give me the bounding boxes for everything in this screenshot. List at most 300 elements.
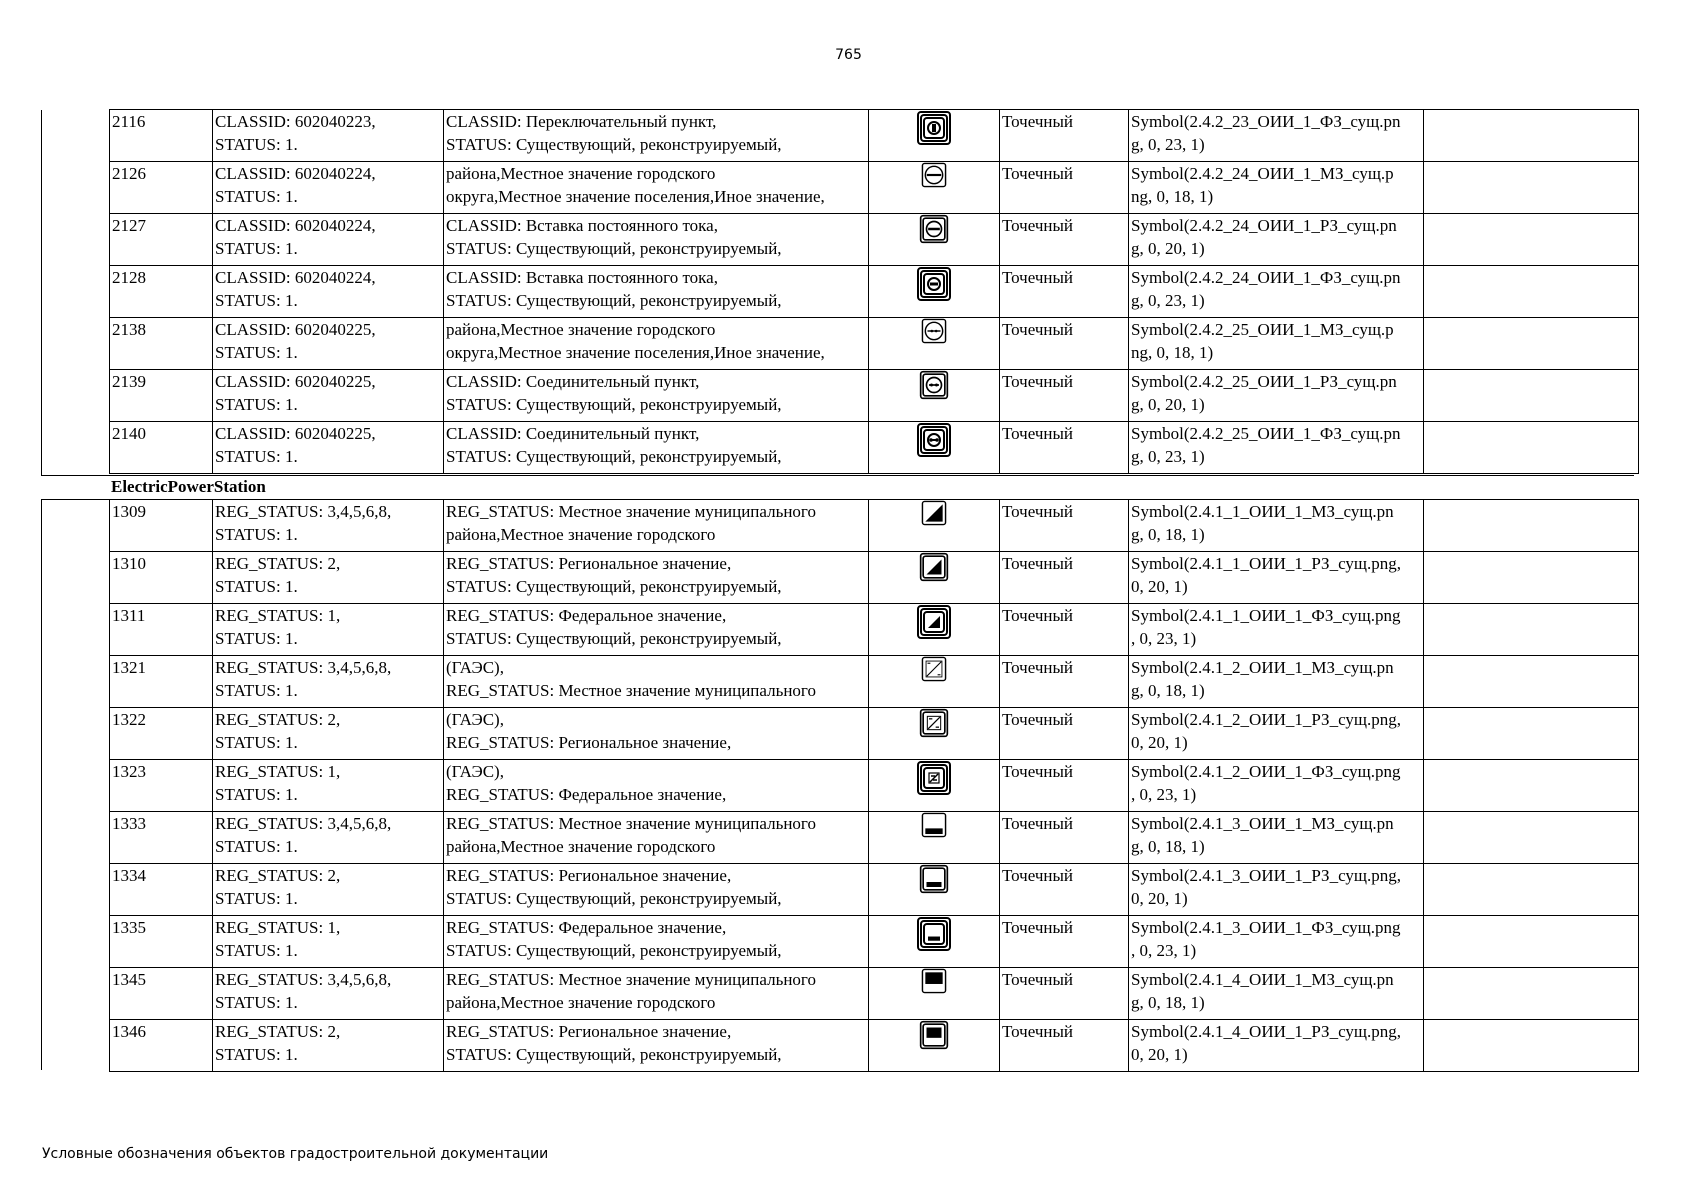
geometry-type-cell (1000, 318, 1129, 370)
symbol-cell (869, 214, 1000, 266)
geometry-type: Точечный (1002, 554, 1074, 573)
table-row (110, 552, 1639, 604)
description-cell (444, 318, 869, 370)
attribute-cell (213, 370, 444, 422)
extra-cell (1424, 760, 1639, 812)
description-cell (444, 812, 869, 864)
attribute-line: STATUS: 1. (215, 889, 298, 908)
geometry-type: Точечный (1002, 112, 1074, 131)
description-line: STATUS: Существующий, реконструируемый, (446, 941, 782, 960)
description-line: STATUS: Существующий, реконструируемый, (446, 239, 782, 258)
table-row (110, 864, 1639, 916)
symbol-cell (869, 422, 1000, 474)
symbol-file-line: Symbol(2.4.1_2_ОИИ_1_МЗ_сущ.pn (1131, 658, 1394, 677)
row-id: 2116 (112, 112, 146, 131)
attribute-line: STATUS: 1. (215, 785, 298, 804)
symbol-cell (869, 864, 1000, 916)
attribute-cell (213, 162, 444, 214)
row-id: 1334 (112, 866, 146, 885)
description-cell (444, 656, 869, 708)
symbol-file-line: g, 0, 20, 1) (1131, 395, 1205, 414)
row-id: 1310 (112, 554, 146, 573)
description-line: (ГАЭС), (446, 658, 504, 677)
attribute-cell (213, 318, 444, 370)
geometry-type-cell (1000, 422, 1129, 474)
description-cell (444, 266, 869, 318)
geometry-type: Точечный (1002, 710, 1074, 729)
description-cell (444, 500, 869, 552)
description-cell (444, 708, 869, 760)
description-line: района,Местное значение городского (446, 993, 716, 1012)
symbol-file-cell (1129, 500, 1424, 552)
description-line: CLASSID: Вставка постоянного тока, (446, 268, 718, 287)
symbol-file-line: g, 0, 18, 1) (1131, 837, 1205, 856)
table-row (110, 1020, 1639, 1072)
symbol-file-line: g, 0, 18, 1) (1131, 993, 1205, 1012)
row-id: 1346 (112, 1022, 146, 1041)
station-filled-top-medium-icon (919, 1024, 949, 1043)
table-row (110, 916, 1639, 968)
table-row (110, 500, 1639, 552)
row-id-cell (110, 968, 213, 1020)
description-line: REG_STATUS: Федеральное значение, (446, 918, 727, 937)
table-row (110, 812, 1639, 864)
description-cell (444, 1020, 869, 1072)
extra-cell (1424, 214, 1639, 266)
extra-cell (1424, 604, 1639, 656)
extra-cell (1424, 864, 1639, 916)
description-line: STATUS: Существующий, реконструируемый, (446, 577, 782, 596)
power-plant-diagonal-large-icon (916, 611, 952, 630)
geometry-type: Точечный (1002, 918, 1074, 937)
extra-cell (1424, 266, 1639, 318)
pumped-storage-small-icon (921, 658, 947, 677)
attribute-line: STATUS: 1. (215, 395, 298, 414)
dc-insert-small-icon (921, 164, 947, 183)
row-id-cell (110, 916, 213, 968)
attribute-cell (213, 656, 444, 708)
row-id-cell (110, 864, 213, 916)
description-line: района,Местное значение городского (446, 320, 716, 339)
table-row (110, 708, 1639, 760)
pumped-storage-medium-icon (919, 712, 949, 731)
geometry-type: Точечный (1002, 424, 1074, 443)
symbol-file-cell (1129, 604, 1424, 656)
geometry-type-cell (1000, 110, 1129, 162)
attribute-line: STATUS: 1. (215, 187, 298, 206)
attribute-line: STATUS: 1. (215, 135, 298, 154)
attribute-cell (213, 916, 444, 968)
page-number: 765 (835, 47, 862, 63)
description-line: STATUS: Существующий, реконструируемый, (446, 629, 782, 648)
row-id: 2126 (112, 164, 146, 183)
attribute-cell (213, 864, 444, 916)
symbol-cell (869, 760, 1000, 812)
description-cell (444, 110, 869, 162)
attribute-cell (213, 708, 444, 760)
symbol-file-line: Symbol(2.4.1_1_ОИИ_1_ФЗ_сущ.png (1131, 606, 1401, 625)
row-id: 2138 (112, 320, 146, 339)
dc-insert-large-icon (916, 273, 952, 292)
description-line: CLASSID: Переключательный пункт, (446, 112, 717, 131)
symbol-file-line: ng, 0, 18, 1) (1131, 187, 1214, 206)
attribute-line: REG_STATUS: 1, (215, 762, 341, 781)
extra-cell (1424, 656, 1639, 708)
symbol-cell (869, 1020, 1000, 1072)
attribute-line: REG_STATUS: 3,4,5,6,8, (215, 814, 392, 833)
connection-point-small-icon (921, 320, 947, 339)
attribute-line: STATUS: 1. (215, 343, 298, 362)
attribute-line: STATUS: 1. (215, 577, 298, 596)
symbol-cell (869, 162, 1000, 214)
geometry-type-cell (1000, 552, 1129, 604)
geometry-type-cell (1000, 864, 1129, 916)
attribute-line: CLASSID: 602040224, (215, 216, 376, 235)
description-line: STATUS: Существующий, реконструируемый, (446, 889, 782, 908)
attribute-line: STATUS: 1. (215, 941, 298, 960)
extra-cell (1424, 1020, 1639, 1072)
symbol-file-cell (1129, 812, 1424, 864)
attribute-line: STATUS: 1. (215, 733, 298, 752)
description-line: REG_STATUS: Местное значение муниципального (446, 970, 816, 989)
symbol-file-cell (1129, 266, 1424, 318)
row-id: 1322 (112, 710, 146, 729)
geometry-type-cell (1000, 968, 1129, 1020)
row-id-cell (110, 214, 213, 266)
table-row (110, 604, 1639, 656)
description-line: STATUS: Существующий, реконструируемый, (446, 1045, 782, 1064)
attribute-line: CLASSID: 602040223, (215, 112, 376, 131)
extra-cell (1424, 916, 1639, 968)
geometry-type-cell (1000, 266, 1129, 318)
symbol-file-line: , 0, 23, 1) (1131, 941, 1197, 960)
symbol-file-line: 0, 20, 1) (1131, 889, 1188, 908)
symbol-file-cell (1129, 760, 1424, 812)
geometry-type-cell (1000, 708, 1129, 760)
table-row (110, 110, 1639, 162)
symbol-file-line: Symbol(2.4.2_24_ОИИ_1_МЗ_сущ.p (1131, 164, 1394, 183)
symbol-file-line: Symbol(2.4.1_1_ОИИ_1_МЗ_сущ.pn (1131, 502, 1394, 521)
geometry-type-cell (1000, 916, 1129, 968)
symbol-file-cell (1129, 1020, 1424, 1072)
description-line: REG_STATUS: Местное значение муниципального (446, 502, 816, 521)
attribute-cell (213, 604, 444, 656)
extra-cell (1424, 370, 1639, 422)
attribute-line: CLASSID: 602040225, (215, 424, 376, 443)
description-line: REG_STATUS: Региональное значение, (446, 733, 732, 752)
extra-cell (1424, 708, 1639, 760)
symbol-file-cell (1129, 656, 1424, 708)
symbol-cell (869, 812, 1000, 864)
description-line: CLASSID: Соединительный пункт, (446, 372, 700, 391)
left-margin-line (41, 499, 42, 1070)
symbol-file-line: Symbol(2.4.2_23_ОИИ_1_ФЗ_сущ.pn (1131, 112, 1401, 131)
row-id: 2128 (112, 268, 146, 287)
extra-cell (1424, 422, 1639, 474)
row-id: 1321 (112, 658, 146, 677)
attribute-cell (213, 552, 444, 604)
power-plant-diagonal-medium-icon (919, 556, 949, 575)
row-id-cell (110, 760, 213, 812)
description-line: (ГАЭС), (446, 710, 504, 729)
extra-cell (1424, 968, 1639, 1020)
symbol-file-line: Symbol(2.4.1_3_ОИИ_1_МЗ_сущ.pn (1131, 814, 1394, 833)
description-line: округа,Местное значение поселения,Иное значение, (446, 343, 825, 362)
description-line: CLASSID: Соединительный пункт, (446, 424, 700, 443)
attribute-line: REG_STATUS: 3,4,5,6,8, (215, 502, 392, 521)
description-line: REG_STATUS: Региональное значение, (446, 1022, 732, 1041)
description-line: района,Местное значение городского (446, 525, 716, 544)
description-line: STATUS: Существующий, реконструируемый, (446, 395, 782, 414)
symbol-file-line: 0, 20, 1) (1131, 1045, 1188, 1064)
attribute-line: REG_STATUS: 2, (215, 710, 341, 729)
symbol-file-line: Symbol(2.4.1_3_ОИИ_1_РЗ_сущ.png, (1131, 866, 1401, 885)
attribute-line: STATUS: 1. (215, 239, 298, 258)
attribute-cell (213, 110, 444, 162)
row-id-cell (110, 162, 213, 214)
symbol-file-line: 0, 20, 1) (1131, 577, 1188, 596)
attribute-line: STATUS: 1. (215, 447, 298, 466)
symbol-file-cell (1129, 214, 1424, 266)
description-line: района,Местное значение городского (446, 837, 716, 856)
symbol-file-cell (1129, 422, 1424, 474)
description-line: округа,Местное значение поселения,Иное значение, (446, 187, 825, 206)
geometry-type: Точечный (1002, 1022, 1074, 1041)
dc-insert-medium-icon (919, 218, 949, 237)
description-cell (444, 604, 869, 656)
symbol-cell (869, 266, 1000, 318)
row-id: 2127 (112, 216, 146, 235)
table-row (110, 656, 1639, 708)
symbol-cell (869, 708, 1000, 760)
symbol-cell (869, 968, 1000, 1020)
geometry-type: Точечный (1002, 502, 1074, 521)
geometry-type: Точечный (1002, 372, 1074, 391)
table-row (110, 318, 1639, 370)
attribute-line: REG_STATUS: 3,4,5,6,8, (215, 658, 392, 677)
symbol-file-line: g, 0, 20, 1) (1131, 239, 1205, 258)
symbol-file-line: g, 0, 18, 1) (1131, 525, 1205, 544)
symbol-cell (869, 916, 1000, 968)
symbols-table-2 (109, 499, 1639, 1072)
row-id: 1333 (112, 814, 146, 833)
symbol-file-line: Symbol(2.4.2_25_ОИИ_1_РЗ_сущ.pn (1131, 372, 1397, 391)
station-bottom-bar-large-icon (916, 923, 952, 942)
description-line: STATUS: Существующий, реконструируемый, (446, 447, 782, 466)
table-row (110, 968, 1639, 1020)
table-row (110, 422, 1639, 474)
symbol-file-line: Symbol(2.4.1_2_ОИИ_1_РЗ_сущ.png, (1131, 710, 1401, 729)
description-line: REG_STATUS: Федеральное значение, (446, 785, 727, 804)
geometry-type: Точечный (1002, 658, 1074, 677)
row-id-cell (110, 1020, 213, 1072)
geometry-type-cell (1000, 1020, 1129, 1072)
attribute-cell (213, 760, 444, 812)
symbol-cell (869, 656, 1000, 708)
row-id: 1335 (112, 918, 146, 937)
extra-cell (1424, 110, 1639, 162)
geometry-type: Точечный (1002, 762, 1074, 781)
attribute-line: STATUS: 1. (215, 629, 298, 648)
extra-cell (1424, 812, 1639, 864)
symbol-file-line: , 0, 23, 1) (1131, 785, 1197, 804)
symbol-file-line: ng, 0, 18, 1) (1131, 343, 1214, 362)
symbol-file-cell (1129, 864, 1424, 916)
geometry-type-cell (1000, 214, 1129, 266)
attribute-line: REG_STATUS: 3,4,5,6,8, (215, 970, 392, 989)
attribute-cell (213, 266, 444, 318)
description-line: REG_STATUS: Местное значение муниципального (446, 814, 816, 833)
attribute-line: CLASSID: 602040225, (215, 372, 376, 391)
symbol-cell (869, 500, 1000, 552)
description-cell (444, 422, 869, 474)
geometry-type: Точечный (1002, 216, 1074, 235)
geometry-type-cell (1000, 162, 1129, 214)
symbol-cell (869, 604, 1000, 656)
section-title: ElectricPowerStation (111, 477, 266, 496)
description-line: STATUS: Существующий, реконструируемый, (446, 291, 782, 310)
symbol-file-line: 0, 20, 1) (1131, 733, 1188, 752)
attribute-line: REG_STATUS: 1, (215, 918, 341, 937)
attribute-line: REG_STATUS: 1, (215, 606, 341, 625)
row-id: 1323 (112, 762, 146, 781)
geometry-type-cell (1000, 370, 1129, 422)
symbol-file-line: Symbol(2.4.2_25_ОИИ_1_ФЗ_сущ.pn (1131, 424, 1401, 443)
attribute-line: STATUS: 1. (215, 291, 298, 310)
description-line: REG_STATUS: Федеральное значение, (446, 606, 727, 625)
attribute-cell (213, 968, 444, 1020)
description-line: REG_STATUS: Региональное значение, (446, 554, 732, 573)
extra-cell (1424, 552, 1639, 604)
row-id: 2140 (112, 424, 146, 443)
symbol-file-cell (1129, 916, 1424, 968)
geometry-type-cell (1000, 812, 1129, 864)
geometry-type-cell (1000, 604, 1129, 656)
description-cell (444, 214, 869, 266)
attribute-cell (213, 500, 444, 552)
row-id-cell (110, 266, 213, 318)
attribute-cell (213, 812, 444, 864)
attribute-line: REG_STATUS: 2, (215, 1022, 341, 1041)
symbol-file-line: Symbol(2.4.1_1_ОИИ_1_РЗ_сущ.png, (1131, 554, 1401, 573)
row-id: 1311 (112, 606, 146, 625)
symbol-file-line: Symbol(2.4.1_3_ОИИ_1_ФЗ_сущ.png (1131, 918, 1401, 937)
description-cell (444, 864, 869, 916)
description-line: района,Местное значение городского (446, 164, 716, 183)
symbols-table-1 (109, 109, 1639, 474)
row-id-cell (110, 110, 213, 162)
geometry-type: Точечный (1002, 164, 1074, 183)
geometry-type-cell (1000, 656, 1129, 708)
description-cell (444, 760, 869, 812)
symbol-file-cell (1129, 318, 1424, 370)
attribute-cell (213, 214, 444, 266)
row-id-cell (110, 812, 213, 864)
symbol-file-cell (1129, 552, 1424, 604)
row-id-cell (110, 318, 213, 370)
attribute-line: CLASSID: 602040225, (215, 320, 376, 339)
row-id: 2139 (112, 372, 146, 391)
description-line: REG_STATUS: Местное значение муниципального (446, 681, 816, 700)
description-line: CLASSID: Вставка постоянного тока, (446, 216, 718, 235)
table-row (110, 760, 1639, 812)
symbol-file-line: Symbol(2.4.2_24_ОИИ_1_ФЗ_сущ.pn (1131, 268, 1401, 287)
attribute-line: STATUS: 1. (215, 837, 298, 856)
attribute-line: STATUS: 1. (215, 681, 298, 700)
power-plant-diagonal-small-icon (921, 502, 947, 521)
geometry-type: Точечный (1002, 320, 1074, 339)
extra-cell (1424, 318, 1639, 370)
row-id-cell (110, 656, 213, 708)
geometry-type: Точечный (1002, 606, 1074, 625)
symbol-file-line: Symbol(2.4.2_25_ОИИ_1_МЗ_сущ.p (1131, 320, 1394, 339)
switch-point-large-icon (916, 117, 952, 136)
attribute-line: REG_STATUS: 2, (215, 866, 341, 885)
description-cell (444, 162, 869, 214)
row-id-cell (110, 604, 213, 656)
geometry-type: Точечный (1002, 866, 1074, 885)
symbol-file-cell (1129, 162, 1424, 214)
description-line: (ГАЭС), (446, 762, 504, 781)
symbol-file-line: Symbol(2.4.1_4_ОИИ_1_МЗ_сущ.pn (1131, 970, 1394, 989)
symbol-file-line: Symbol(2.4.2_24_ОИИ_1_РЗ_сущ.pn (1131, 216, 1397, 235)
row-id-cell (110, 370, 213, 422)
pumped-storage-large-icon (916, 767, 952, 786)
section-row (41, 475, 1634, 500)
row-id-cell (110, 552, 213, 604)
left-margin-line (41, 110, 42, 475)
row-id: 1309 (112, 502, 146, 521)
geometry-type: Точечный (1002, 970, 1074, 989)
description-cell (444, 916, 869, 968)
row-id-cell (110, 708, 213, 760)
attribute-line: STATUS: 1. (215, 1045, 298, 1064)
geometry-type: Точечный (1002, 814, 1074, 833)
symbol-cell (869, 110, 1000, 162)
attribute-line: CLASSID: 602040224, (215, 164, 376, 183)
description-line: STATUS: Существующий, реконструируемый, (446, 135, 782, 154)
geometry-type: Точечный (1002, 268, 1074, 287)
description-cell (444, 370, 869, 422)
symbol-file-line: g, 0, 18, 1) (1131, 681, 1205, 700)
description-line: REG_STATUS: Региональное значение, (446, 866, 732, 885)
symbol-file-cell (1129, 110, 1424, 162)
row-id-cell (110, 500, 213, 552)
geometry-type-cell (1000, 760, 1129, 812)
symbol-file-cell (1129, 708, 1424, 760)
symbol-file-line: , 0, 23, 1) (1131, 629, 1197, 648)
table-row (110, 370, 1639, 422)
symbol-file-cell (1129, 370, 1424, 422)
symbol-cell (869, 552, 1000, 604)
station-bottom-bar-small-icon (921, 814, 947, 833)
attribute-cell (213, 1020, 444, 1072)
symbol-file-line: Symbol(2.4.1_2_ОИИ_1_ФЗ_сущ.png (1131, 762, 1401, 781)
table-row (110, 266, 1639, 318)
row-id: 1345 (112, 970, 146, 989)
description-cell (444, 552, 869, 604)
symbol-cell (869, 370, 1000, 422)
attribute-cell (213, 422, 444, 474)
connection-point-large-icon (916, 429, 952, 448)
table-row (110, 214, 1639, 266)
geometry-type-cell (1000, 500, 1129, 552)
symbol-file-line: g, 0, 23, 1) (1131, 135, 1205, 154)
attribute-line: REG_STATUS: 2, (215, 554, 341, 573)
table-row (110, 162, 1639, 214)
extra-cell (1424, 500, 1639, 552)
footer-text: Условные обозначения объектов градостроительной документации (42, 1146, 549, 1162)
